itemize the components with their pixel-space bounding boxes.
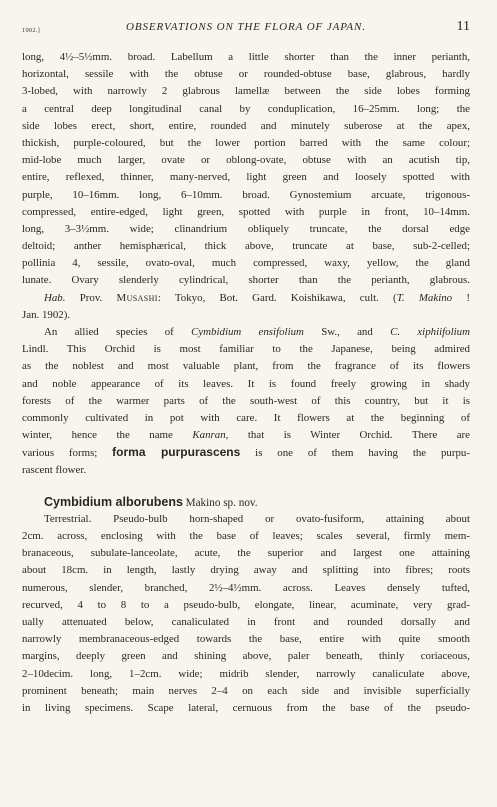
- text-line: commonly cultivated in pot with care. It flowers at the beginning of: [22, 411, 470, 424]
- taxon-name: C. xiphiifolium: [390, 326, 470, 338]
- collector: T. Makino: [396, 291, 453, 304]
- text-line: deltoid; anther hemisphærical, thick above, truncate at base, sub-2-celled;: [22, 240, 470, 253]
- text-run: is one of them having the purpu-: [255, 447, 470, 460]
- text-line: [22, 427, 470, 444]
- taxon-name: Cymbidium ensifolium: [191, 326, 304, 338]
- text-run: various forms;: [22, 447, 98, 460]
- habitat-date: Jan. 1902).: [22, 308, 71, 321]
- forma-name: forma purpurascens: [112, 445, 241, 460]
- text-line: about 18cm. in length, lastly drying away and splitting into fibres; roots: [22, 564, 470, 577]
- text-line: horizontal, sessile with the obtuse or rounded-obtuse base, glabrous, hardly: [22, 68, 470, 81]
- habitat-line: [22, 290, 470, 307]
- text-line: 2–10decim. long, 1–2cm. wide; midrib slender, narrowly canaliculate above,: [22, 667, 470, 680]
- habitat-note: [22, 290, 470, 324]
- prov-label: Prov.: [79, 291, 103, 304]
- text-line: thickish, purple-coloured, but the lower portion barred with the same colour;: [22, 136, 470, 149]
- text-line: purple, 10–16mm. long, 6–10mm. broad. Gynostemium arcuate, trigonous-: [22, 188, 470, 201]
- province-name: Musashi: [116, 291, 158, 304]
- text-line: rascent flower.: [22, 463, 87, 476]
- hab-label: Hab.: [44, 291, 66, 304]
- text-line: numerous, slender, branched, 2½–4½mm. across. Leaves densely tufted,: [22, 581, 470, 594]
- text-line: lunate. Ovary slenderly cylindrical, shorter than the perianth, glabrous.: [22, 274, 470, 287]
- text-line: pollinia 4, sessile, ovato-oval, much compressed, waxy, yellow, the gland: [22, 257, 470, 270]
- species-description: [22, 511, 470, 717]
- text-line: Terrestrial. Pseudo-bulb horn-shaped or ovato-fusiform, attaining about: [44, 512, 470, 525]
- text-line: and noble appearance of its leaves. It is found freely growing in shady: [22, 377, 470, 390]
- text-line: 2cm. across, enclosing with the base of leaves; scales several, firmly mem-: [22, 530, 470, 543]
- text-line: long, 4½–5½mm. broad. Labellum a little shorter than the inner perianth,: [22, 51, 470, 63]
- text-line: recurved, 4 to 8 to a pseudo-bulb, elongate, linear, acuminate, very grad-: [22, 598, 470, 611]
- text-line: mid-lobe much larger, ovate or oblong-ovate, obtuse with an acutish tip,: [22, 154, 470, 167]
- description-continued: [22, 49, 470, 290]
- text-run: Sw., and: [321, 326, 373, 338]
- locality: : Tokyo, Bot. Gard. Koishikawa, cult. (: [157, 291, 397, 304]
- text-line: compressed, entire-edged, light green, spotted with purple in front, 10–14mm.: [22, 205, 470, 218]
- remarks-paragraph: [22, 324, 470, 479]
- text-line: [22, 324, 470, 341]
- text-line: branaceous, subulate-lanceolate, acute, the superior and largest one attaining: [22, 547, 470, 560]
- text-line: side lobes erect, short, entire, rounded and minutely suberose at the apex,: [22, 119, 470, 132]
- running-head: [22, 21, 470, 37]
- text-line: [22, 444, 470, 461]
- text-line: Lindl. This Orchid is most familiar to the Japanese, being admired: [22, 343, 470, 356]
- text-line: forests of the warmer parts of the south-west of this country, but it is: [22, 394, 470, 407]
- running-title: OBSERVATIONS ON THE FLORA OF JAPAN.: [126, 21, 366, 33]
- text-line: prominent beneath; main nerves 2–4 on each side and invisible superficially: [22, 684, 470, 697]
- text-line: entire, reflexed, thinner, many-nerved, light green and loosely spotted with: [22, 171, 470, 184]
- text-line: ually attenuated below, canaliculated in front and rounded dorsally and: [22, 616, 470, 628]
- text-run: , that is Winter Orchid. There are: [225, 429, 470, 442]
- text-line: margins, deeply green and shining above, paler beneath, thinly coriaceous,: [22, 650, 470, 663]
- species-heading: [22, 494, 470, 511]
- folio-year: 1902.]: [22, 27, 40, 34]
- japanese-name: Kanran: [192, 429, 226, 442]
- page-number: 11: [456, 19, 470, 34]
- text-run: winter, hence the name: [22, 429, 173, 442]
- text-line: 3-lobed, with narrowly 2 glabrous lamellæ between the side lobes forming: [22, 85, 470, 98]
- section-gap: [22, 479, 470, 494]
- text-line: as the noblest and most valuable plant, from the fragrance of its flowers: [22, 360, 470, 373]
- text-line: a central deep longitudinal canal by conduplication, 16–25mm. long; the: [22, 102, 470, 115]
- text-line: narrowly membranaceous-edged towards the base, entire with quite smooth: [22, 633, 470, 646]
- text-run: An allied species of: [44, 326, 174, 338]
- page-body: [22, 49, 470, 717]
- species-author: Makino: [185, 496, 221, 509]
- text-line: long, 3–3½mm. wide; clinandrium obliquely truncate, the dorsal edge: [22, 222, 470, 235]
- collector-mark: !: [466, 291, 470, 304]
- species-status: sp. nov.: [223, 496, 258, 509]
- species-name: Cymbidium alborubens: [44, 494, 183, 509]
- text-line: in living specimens. Scape lateral, cernuous from the base of the pseudo-: [22, 701, 470, 714]
